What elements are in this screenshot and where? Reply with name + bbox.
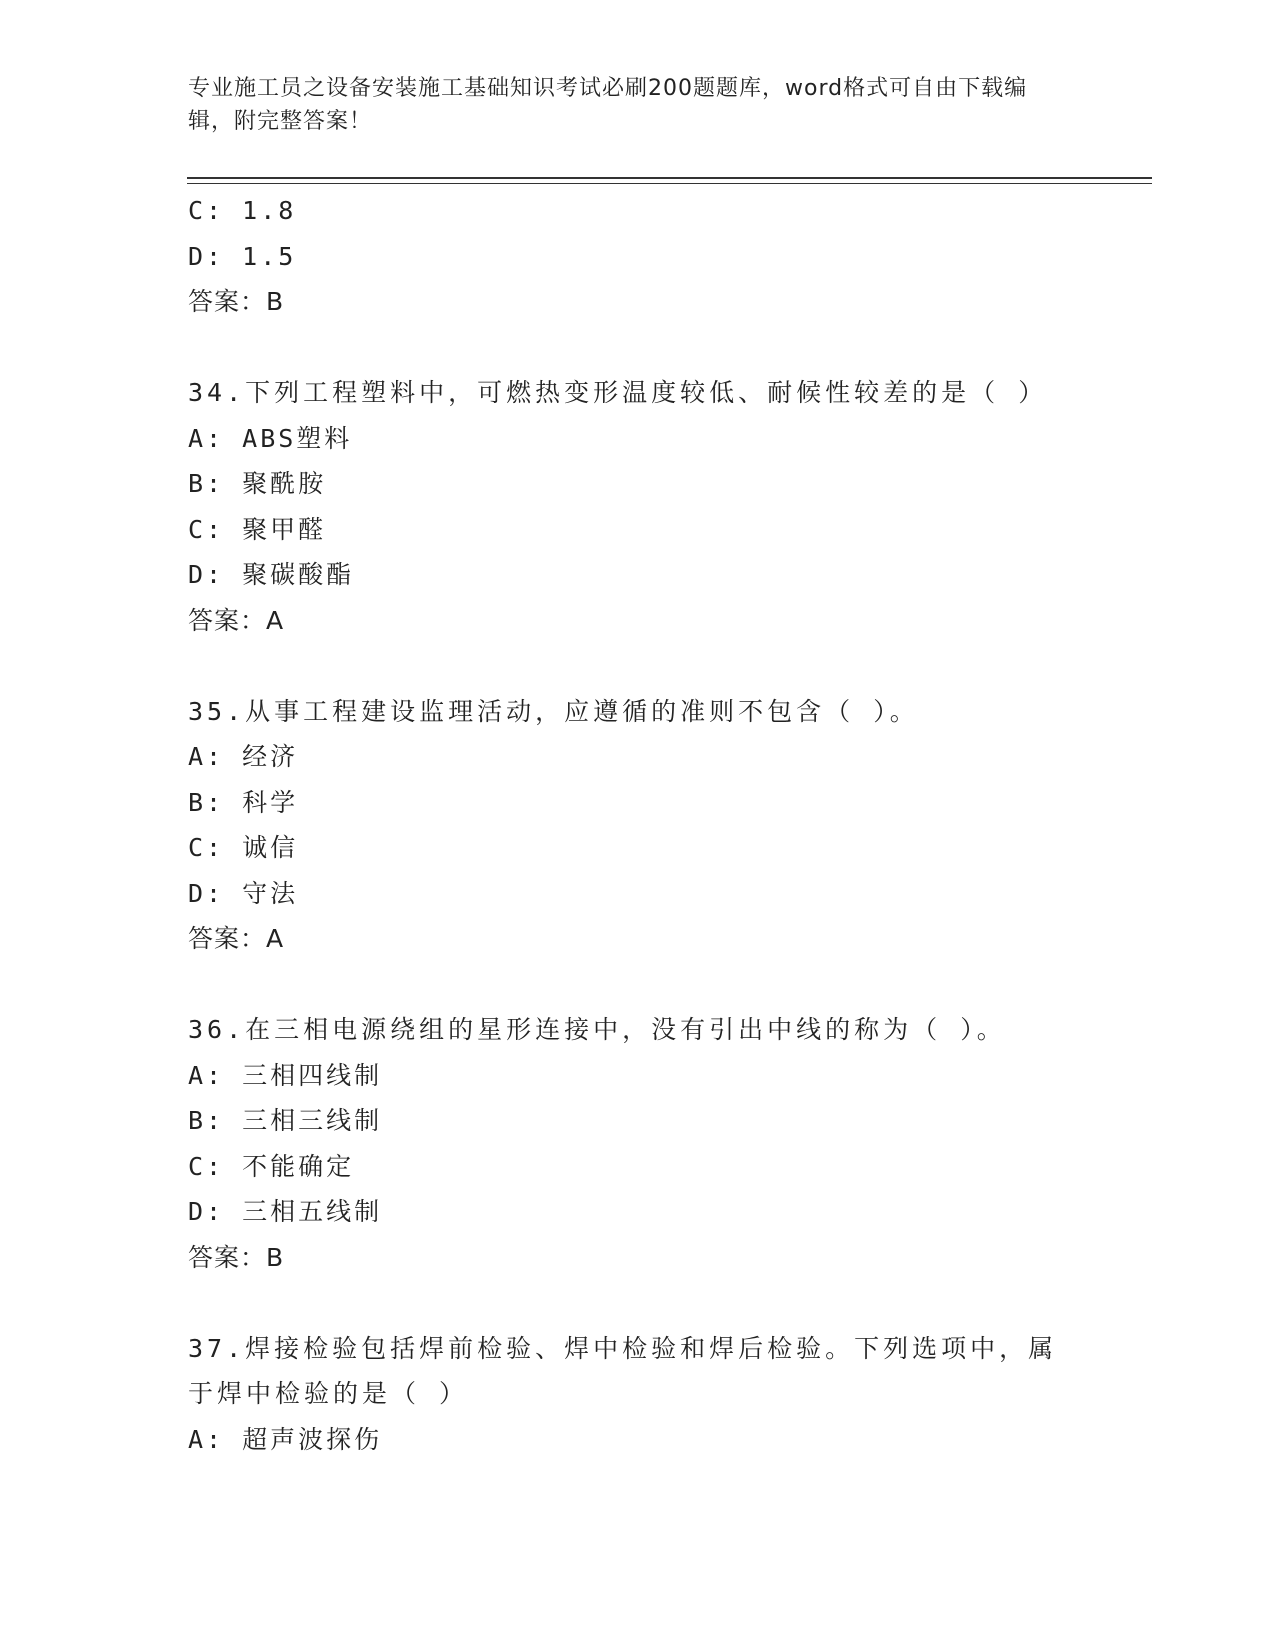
spacer [188,643,1088,689]
option-a: A: 超声波探伤 [188,1424,383,1454]
question-block-34 [188,370,1088,643]
option-c: C: 1.8 [188,196,297,225]
answer-line: 答案：A [188,605,285,635]
question-block-35 [188,689,1088,962]
question-list [188,188,1088,1462]
option-c: C: 不能确定 [188,1151,355,1181]
option-c: C: 聚甲醛 [188,514,327,544]
page-header-title: 专业施工员之设备安装施工基础知识考试必刷200题题库，word格式可自由下载编辑，附完整答案！ [188,76,1028,134]
option-b: B: 三相三线制 [188,1106,383,1135]
question-text: 37.焊接检验包括焊前检验、焊中检验和焊后检验。下列选项中，属于焊中检验的是（ ） [188,1333,1058,1408]
answer-line: 答案：B [188,287,285,316]
option-a: A: 经济 [188,742,299,771]
option-d: D: 守法 [188,878,299,908]
answer-line: 答案：B [188,1242,285,1272]
answer-line: 答案：A [188,924,285,953]
option-a: A: 三相四线制 [188,1060,383,1090]
spacer [188,325,1088,371]
option-d: D: 三相五线制 [188,1197,383,1226]
question-block-37 [188,1326,1088,1463]
option-b: B: 聚酰胺 [188,469,327,498]
option-d: D: 1.5 [188,241,297,271]
option-d: D: 聚碳酸酯 [188,560,355,589]
question-text: 34.下列工程塑料中，可燃热变形温度较低、耐候性较差的是（ ） [188,378,1048,407]
spacer [188,962,1088,1008]
question-block-continued [188,188,1088,325]
question-text: 36.在三相电源绕组的星形连接中，没有引出中线的称为（ ）。 [188,1015,1006,1044]
question-block-36 [188,1007,1088,1280]
question-text: 35.从事工程建设监理活动，应遵循的准则不包含（ ）。 [188,696,919,726]
spacer [188,1280,1088,1326]
option-c: C: 诚信 [188,833,299,862]
option-a: A: ABS塑料 [188,423,353,453]
header-divider-thick [187,177,1152,179]
option-b: B: 科学 [188,787,299,817]
header-divider-thin [187,183,1152,184]
